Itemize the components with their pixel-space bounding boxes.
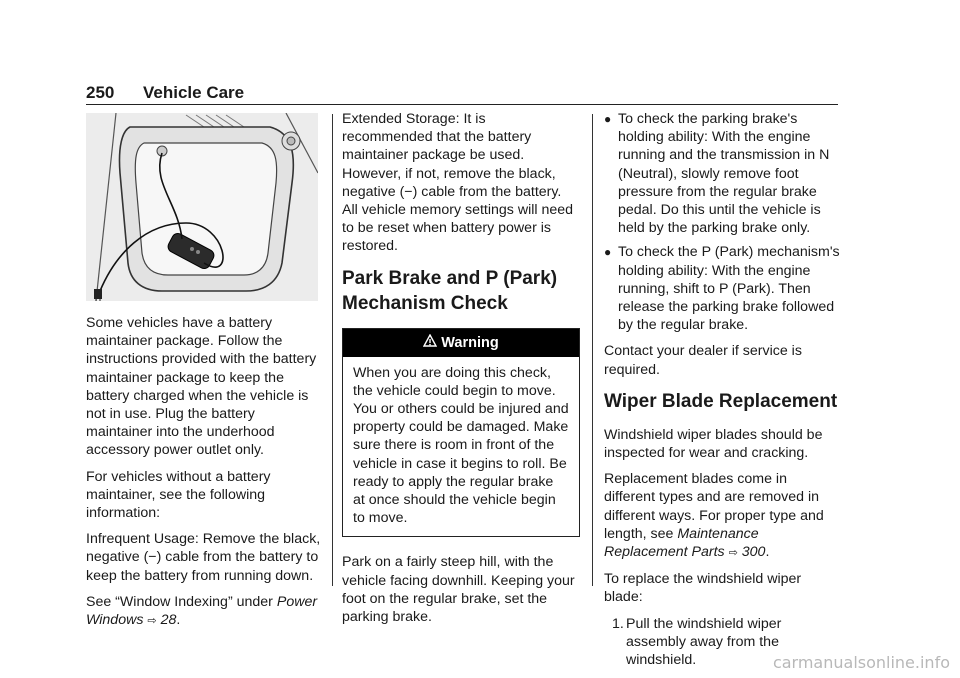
paragraph: To replace the windshield wiper blade: <box>604 571 802 606</box>
battery-maintainer-drawing <box>86 113 318 301</box>
step-number: 1. <box>612 615 624 632</box>
cross-reference-page[interactable]: 28 <box>160 612 177 629</box>
bullet-list <box>604 110 840 334</box>
paragraph: For vehicles without a battery maintainer, see the following information: <box>86 468 271 522</box>
cross-reference-link[interactable]: Maintenance Replacement Parts <box>604 525 759 561</box>
paragraph: Contact your dealer if service is required. <box>604 343 802 378</box>
bullet-icon: ● <box>604 112 612 126</box>
warning-header <box>343 329 579 357</box>
text: Replacement blades come in different types and are removed in different ways. For proper type and length, see <box>604 471 824 542</box>
list-item-text: To check the parking brake's holding ability: With the engine running and the transmission in N (Neutral), slowly remove foot pressure from the regular brake pedal. Do this until the vehicle is held by the parking brake only. <box>618 111 830 237</box>
list-item <box>604 110 840 237</box>
step-text: Pull the windshield wiper assembly away from the windshield. <box>626 615 782 669</box>
list-item-text: To check the P (Park) mechanism's holding ability: With the engine running, shift to P (Park). Then release the parking brake followed by the regular brake. <box>618 244 840 334</box>
column-middle <box>342 110 580 634</box>
list-item <box>604 243 840 334</box>
text: . <box>176 612 181 629</box>
cross-reference-page[interactable]: 300 <box>741 544 766 561</box>
text: See “Window Indexing” under <box>86 593 277 610</box>
bullet-icon: ● <box>604 245 612 260</box>
page-number: 250 <box>86 83 115 102</box>
paragraph: Windshield wiper blades should be inspected for wear and cracking. <box>604 426 823 462</box>
page-arrow-icon: ⇨ <box>147 615 157 628</box>
warning-icon <box>423 329 437 357</box>
column-left <box>86 314 322 638</box>
paragraph: Some vehicles have a battery maintainer package. Follow the instructions provided with the battery maintainer package to keep the battery charged when the vehicle is not in use. Plug the battery maintainer into the underhood accessory power outlet only. <box>86 315 317 459</box>
paragraph: Extended Storage: It is recommended that the battery maintainer package be used. However, if not, remove the black, negative (−) cable from the battery. All vehicle memory settings will need to be reset when battery power is restored. <box>342 111 574 255</box>
column-divider <box>592 114 593 586</box>
text: . <box>765 544 770 561</box>
warning-text: When you are doing this check, the vehicle could begin to move. You or others could be injured and property could be damaged. Make sure there is room in front of the vehicle in case it begins to roll. Be ready to apply the regular brake at once should the vehicle begin to move. <box>353 364 569 527</box>
page-header <box>86 83 838 105</box>
section-heading: Wiper Blade Replacement <box>604 390 838 412</box>
battery-maintainer-illustration <box>86 113 318 301</box>
header-rule <box>86 104 838 105</box>
column-right <box>604 110 840 669</box>
page-arrow-icon: ⇨ <box>728 547 738 560</box>
column-divider <box>332 114 333 586</box>
paragraph: Infrequent Usage: Remove the black, negative (−) cable from the battery to keep the battery from running down. <box>86 531 321 584</box>
warning-title: Warning <box>441 334 499 351</box>
paragraph <box>604 470 840 562</box>
paragraph: Park on a fairly steep hill, with the vehicle facing downhill. Keeping your foot on the regular brake, set the parking brake. <box>342 554 575 626</box>
section-heading: Park Brake and P (Park) Mechanism Check <box>342 267 558 314</box>
section-title: Vehicle Care <box>143 83 245 102</box>
paragraph <box>86 593 322 630</box>
cross-reference-link[interactable]: Power Windows <box>86 593 318 629</box>
watermark: carmanualsonline.info <box>772 653 950 672</box>
warning-box <box>342 328 580 538</box>
